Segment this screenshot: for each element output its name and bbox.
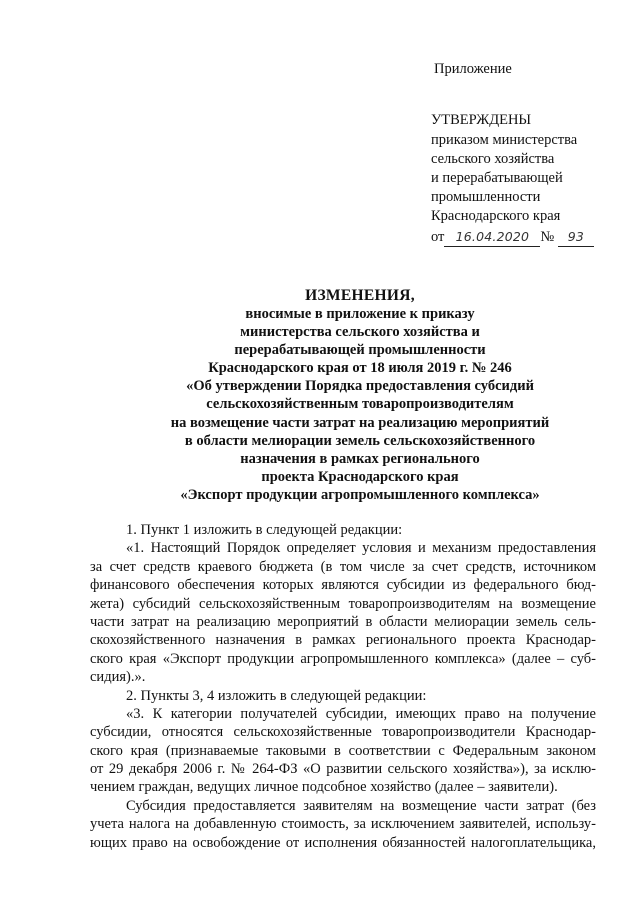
heading-line: Краснодарского края от 18 июля 2019 г. № 246 [208, 360, 512, 377]
body-line: чением граждан, ведущих личное подсобное хозяйство (далее – заявители). [90, 779, 558, 796]
heading-line: «Об утверждении Порядка предоставления субсидий [186, 378, 534, 395]
appendix-label: Приложение [434, 61, 512, 77]
body-line: ского края «Экспорт продукции агропромышленного комплекса» (далее – суб- [90, 650, 596, 667]
approved-line: промышленности [431, 189, 541, 205]
body-line: ющих право на освобождение от исполнения обязанностей налогоплательщика, [90, 834, 596, 851]
body-line: 2. Пункты 3, 4 изложить в следующей редакции: [126, 687, 427, 704]
heading-title: ИЗМЕНЕНИЯ, [305, 287, 415, 304]
body-line: учета налога на добавленную стоимость, за исключением заявителей, использу- [90, 816, 596, 833]
body-line: «3. К категории получателей субсидии, имеющих право на получение [126, 705, 596, 722]
heading-line: сельскохозяйственным товаропроизводителям [206, 396, 514, 413]
heading-line: назначения в рамках регионального [240, 450, 480, 467]
body-line: финансового обеспечения которых являются субсидии из федерального бюд- [90, 577, 596, 594]
heading-line: вносимые в приложение к приказу [245, 306, 475, 322]
document-heading [80, 286, 639, 504]
body-line: субсидии, относятся сельскохозяйственные товаропроизводители Краснодар- [90, 724, 596, 741]
body-line: «1. Настоящий Порядок определяет условия и механизм предоставления [126, 540, 596, 557]
date-prefix: от [431, 229, 445, 245]
approval-stamp-block [431, 111, 631, 247]
body-line: 1. Пункт 1 изложить в следующей редакции: [126, 522, 403, 538]
heading-line: в области мелиорации земель сельскохозяйственного [184, 432, 536, 449]
heading-line: на возмещение части затрат на реализацию мероприятий [170, 414, 550, 431]
body-text [90, 521, 596, 852]
body-line: жета) субсидий сельскохозяйственным товаропроизводителям на возмещение [90, 595, 596, 612]
approved-lines [431, 131, 631, 226]
order-date-number-line [431, 227, 631, 247]
body-line: Субсидия предоставляется заявителям на возмещение части затрат (без [126, 797, 596, 814]
approved-line: и перерабатывающей [431, 170, 563, 186]
approved-line: приказом министерства [431, 132, 578, 148]
body-line: от 29 декабря 2006 г. № 264-ФЗ «О развитии сельского хозяйства»), за исклю- [90, 761, 596, 778]
number-prefix: № [540, 229, 555, 245]
body-line: части затрат на реализацию мероприятий в области мелиорации земель сель- [90, 613, 596, 630]
heading-line: перерабатывающей промышленности [234, 342, 486, 359]
heading-line: министерства сельского хозяйства и [240, 324, 480, 341]
handwritten-number: 93 [558, 227, 594, 247]
approved-line: сельского хозяйства [431, 151, 555, 167]
heading-line: «Экспорт продукции агропромышленного комплекса» [180, 486, 540, 503]
heading-line: проекта Краснодарского края [261, 468, 459, 485]
body-line: ского края (признаваемые таковыми в соответствии с Федеральным законом [90, 742, 596, 759]
body-line: скохозяйственного назначения в рамках регионального проекта Краснодар- [90, 632, 596, 649]
handwritten-date: 16.04.2020 [444, 227, 540, 247]
approved-line: Краснодарского края [431, 208, 561, 224]
approved-title: УТВЕРЖДЕНЫ [431, 112, 532, 128]
body-line: сидия).». [90, 669, 146, 686]
body-line: за счет средств краевого бюджета (в том числе за счет средств, источником [90, 558, 596, 575]
